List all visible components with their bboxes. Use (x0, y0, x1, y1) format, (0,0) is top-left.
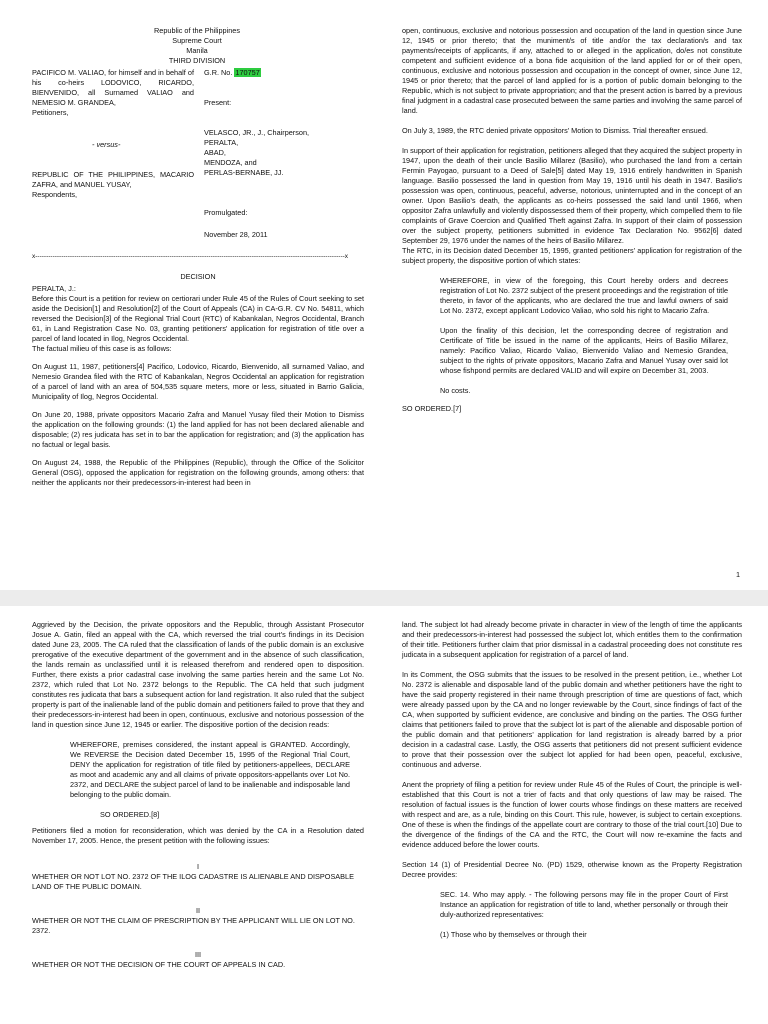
so-ordered: SO ORDERED.[7] (402, 404, 462, 413)
issue-text: WHETHER OR NOT LOT NO. 2372 OF THE ILOG CADASTRE IS ALIENABLE AND DISPOSABLE LAND OF THE PUBLIC DOMAIN. (32, 872, 354, 891)
promulgated-date: November 28, 2011 (204, 230, 268, 239)
justice-3: ABAD, (204, 148, 226, 157)
page1-left-body (32, 284, 364, 488)
respondents-block (32, 170, 194, 200)
so-ordered: SO ORDERED.[8] (100, 810, 160, 819)
issue-numeral: I (196, 862, 200, 871)
promulgated-label: Promulgated: (204, 208, 248, 217)
court-header (132, 26, 262, 66)
petitioners-text: PACIFICO M. VALIAO, for himself and in behalf of his co-heirs LODOVICO, RICARDO, BIENVENIDO, all Surnamed VALIAO and NEMESIO M. GRANDEA, (32, 68, 194, 107)
paragraph: open, continuous, exclusive and notorious possession and occupation of the land in question since June 12, 1945 or prior thereto; that the muniment/s of title and/or the tax declaration/s and tax payments/receipts of applicants, if any, attached to or alleged in the application, do/es not constitute competent and sufficient evidence of a bona fide acquisition of the land applied for or of their open, continuous, exclusive and notorious possession and occupation in the concept of owner, since June 12, 1945 or prior thereto; that the parcel of land applied for is a portion of public domain belonging to the Republic, which is not subject to private appropriation; and that the present action is barred by a previous final judgment in a cadastral case prosecuted between the same parties and involving the same parcel of land. (402, 26, 742, 115)
issue-numeral: III (194, 950, 202, 959)
quote-paragraph: WHEREFORE, premises considered, the instant appeal is GRANTED. Accordingly, We REVERSE the Decision dated December 15, 1995 of the Regional Trial Court, DENY the application for registration of title filed by petitioners-appellees, DECLARE as moot and academic any and all claims of private oppositors-appellants over Lot No. 2372, and DECLARE the subject parcel of land to be inalienable and indisposable land belonging to the public domain. (70, 740, 350, 799)
justices-list (204, 128, 309, 178)
issue-2 (32, 906, 364, 936)
justice-4: MENDOZA, and (204, 158, 257, 167)
paragraph: In its Comment, the OSG submits that the issues to be resolved in the present petition, i.e., whether Lot No. 2372 is alienable and disposable land of the public domain and whether petitioners have the right to have the said property registered in their name through prescription of time are questions of fact, which were already passed upon by the CA and no longer reviewable by the Court, since findings of fact of the CA, when supported by sufficient evidence, are conclusive and binding on the parties. The OSG further claims that petitioners failed to prove that the subject lot is part of the alienable and disposable portion of the public domain and that petitioners' application for land registration is already barred by a prior decision in a cadastral case. Lastly, the OSG asserts that petitioners did not present sufficient evidence to prove that their possession over the subject lot applied for had been open, peaceful, exclusive, continuous and adverse. (402, 670, 742, 769)
rtc-dispositive-quote (440, 276, 728, 396)
separator-line: x-----------------------------------------------------------------------------------------------------------------------------------------------x (32, 253, 349, 260)
petitioners-role: Petitioners, (32, 108, 69, 117)
quote-paragraph: WHEREFORE, in view of the foregoing, this Court hereby orders and decrees registration of Lot No. 2372 subject of the present proceedings and the registration of title thereto, in favor of the applicants, who are declared the true and lawful owners of said Lot No. 2372, except applicant Lodovico Valiao, who sold his right to Macario Zafra. (440, 276, 728, 315)
quote-paragraph: SEC. 14. Who may apply. - The following persons may file in the proper Court of First Instance an application for registration of title to land, whether personally or through their duly-authorized representatives: (440, 890, 728, 919)
paragraph: On August 11, 1987, petitioners[4] Pacifico, Lodovico, Ricardo, Bienvenido, all surnamed Valiao, and Nemesio Grandea filed with the RTC of Kabankalan, Negros Occidental an application for registration of a parcel of land with an area of 504,535 square meters, more or less, situated in Barrio Galicia, Municipality of Ilog, Negros Occidental. (32, 362, 364, 401)
paragraph: Petitioners filed a motion for reconsideration, which was denied by the CA in a Resolution dated November 17, 2005. Hence, the present petition with the following issues: (32, 826, 364, 845)
issue-text: WHETHER OR NOT THE DECISION OF THE COURT OF APPEALS IN CAD. (32, 960, 286, 969)
gr-number-line (204, 68, 261, 78)
page1-left-column (32, 26, 364, 66)
paragraph: Before this Court is a petition for review on certiorari under Rule 45 of the Rules of Court seeking to set aside the Decision[1] and Resolution[2] of the Court of Appeals (CA) in CA-G.R. CV No. 54811, which reversed the Decision[3] of the Regional Trial Court (RTC) of Kabankalan, Negros Occidental, Branch 61, in Land Registration Case No. 03, granting petitioners' application for registration of title over a parcel of land located in Ilog, Negros Occidental. (32, 294, 364, 343)
issue-3 (32, 950, 364, 970)
versus-label: - versus- (92, 140, 121, 149)
petitioners-block (32, 68, 194, 118)
paragraph: The factual milieu of this case is as follows: (32, 344, 172, 353)
quote-paragraph: No costs. (440, 386, 471, 395)
present-label: Present: (204, 98, 232, 107)
header-city: Manila (186, 46, 208, 55)
paragraph: land. The subject lot had already become private in character in view of the length of time the applicants and their predecessors-in-interest had possessed the subject lot, which entitles them to the confirmation of their title. Petitioners further claim that prior dismissal in a cadastral proceeding does not constitute res judicata in a subsequent application for registration of a parcel of land. (402, 620, 742, 659)
header-court: Supreme Court (172, 36, 222, 45)
pd1529-quote (440, 890, 728, 940)
quote-paragraph: Upon the finality of this decision, let the corresponding decree of registration and Certificate of Title be issued in the name of the applicants, Heirs of Basilio Millarez, namely: Pacifico Valiao, Ricardo Valiao, Bienvenido Valiao and Nemesio Grandea, subject to the rights of private oppositors, Macario Zafra and Manuel Yusay over said lot whose fishpond permits are declared VALID and will expire on December 31, 2003. (440, 326, 728, 375)
page-number: 1 (736, 570, 741, 579)
page2-right-column (402, 620, 742, 940)
paragraph: In support of their application for registration, petitioners alleged that they acquired the subject property in 1947, upon the death of their uncle Basilio Millarez (Basilio), who purchased the land from a certain Fermin Payogao, pursuant to a Deed of Sale[5] dated May 19, 1916 entirely handwritten in Spanish language. Basilio possessed the land in question from May 19, 1916 until his death in 1947. Basilio's possession was open, continuous, peaceful, adverse, notorious, uninterrupted and in the concept of an owner. Upon Basilio's death, the applicants as co-heirs possessed the said land until 1966, when oppositor Zafra unlawfully and violently dispossessed them of their property, which compelled them to file complaints of Grave Coercion and Qualified Theft against Zafra. In support of their claim of possession over the subject property, petitioners submitted in evidence Tax Declaration No. 9562[6] dated September 29, 1976 under the names of the heirs of Basilio Millarez. (402, 146, 742, 245)
respondents-role: Respondents, (32, 190, 78, 199)
page2-left-column (32, 620, 364, 970)
paragraph: Section 14 (1) of Presidential Decree No. (PD) 1529, otherwise known as the Property Registration Decree provides: (402, 860, 742, 879)
justice-5: PERLAS-BERNABE, JJ. (204, 168, 284, 177)
respondents-text: REPUBLIC OF THE PHILIPPINES, MACARIO ZAFRA, and MANUEL YUSAY, (32, 170, 194, 189)
paragraph: On August 24, 1988, the Republic of the Philippines (Republic), through the Office of the Solicitor General (OSG), opposed the application for registration on the following grounds, among others: that neither the applicants nor their predecessors-in-interest had been in (32, 458, 364, 487)
paragraph: Aggrieved by the Decision, the private oppositors and the Republic, through Assistant Prosecutor Josue A. Gatin, filed an appeal with the CA, which reversed the trial court's findings in its Decision dated June 23, 2005. The CA ruled that the classification of lands of the public domain is an exclusive prerogative of the executive department of the government and in the absence of such classification, the lands remain as unclassified until it is released therefrom and rendered open to disposition. Further, there exists a prior cadastral case involving the same parties herein and the same Lot No. 2372, which ruled that Lot No. 2372 belongs to the Republic. The CA held that such judgment constitutes res judicata that bars a subsequent action for land registration. It also ruled that the subject property is part of the inalienable land of the public domain and petitioners failed to prove that they and their predecessors-in-interest had been in open, continuous, exclusive and notorious possession of the land in question since June 12, 1945 or earlier. The dispositive portion of the decision reads: (32, 620, 364, 729)
justice-2: PERALTA, (204, 138, 239, 147)
gr-label: G.R. No. (204, 68, 233, 77)
justice-1: VELASCO, JR., J., Chairperson, (204, 128, 310, 137)
quote-paragraph: (1) Those who by themselves or through their (440, 930, 587, 939)
document-page-2 (0, 606, 768, 1024)
paragraph: The RTC, in its Decision dated December 15, 1995, granted petitioners' application for registration of the subject property, the dispositive portion of which states: (402, 246, 742, 265)
paragraph: Anent the propriety of filing a petition for review under Rule 45 of the Rules of Court, the principle is well-established that this Court is not a trier of facts and that only questions of law may be raised. The resolution of factual issues is the function of lower courts whose findings on these matters are received with respect and are, as a rule, binding on this Court. This rule, however, is subject to certain exceptions. One of these is when the findings of the appellate court are contrary to those of the trial court.[10] Due to the divergence of the findings of the CA and the RTC, the Court will now re-examine the facts and evidence adduced before the lower courts. (402, 780, 742, 849)
ca-dispositive-quote (70, 740, 350, 820)
gr-number-highlight: 170757 (235, 68, 260, 77)
paragraph: On June 20, 1988, private oppositors Macario Zafra and Manuel Yusay filed their Motion to Dismiss the application on the following grounds: (1) the land applied for has not been declared alienable and disposable; (2) res judicata has set in to bar the application for registration; and (3) the application has no factual or legal basis. (32, 410, 364, 449)
ponente: PERALTA, J.: (32, 284, 76, 293)
decision-title: DECISION (180, 272, 216, 281)
header-division: THIRD DIVISION (168, 56, 226, 65)
page1-right-column (402, 26, 742, 414)
issue-text: WHETHER OR NOT THE CLAIM OF PRESCRIPTION BY THE APPLICANT WILL LIE ON LOT NO. 2372. (32, 916, 355, 935)
issue-numeral: II (195, 906, 201, 915)
header-republic: Republic of the Philippines (154, 26, 240, 35)
page-gap (0, 590, 768, 606)
issue-1 (32, 862, 364, 892)
paragraph: On July 3, 1989, the RTC denied private oppositors' Motion to Dismiss. Trial thereafter ensued. (402, 126, 708, 135)
